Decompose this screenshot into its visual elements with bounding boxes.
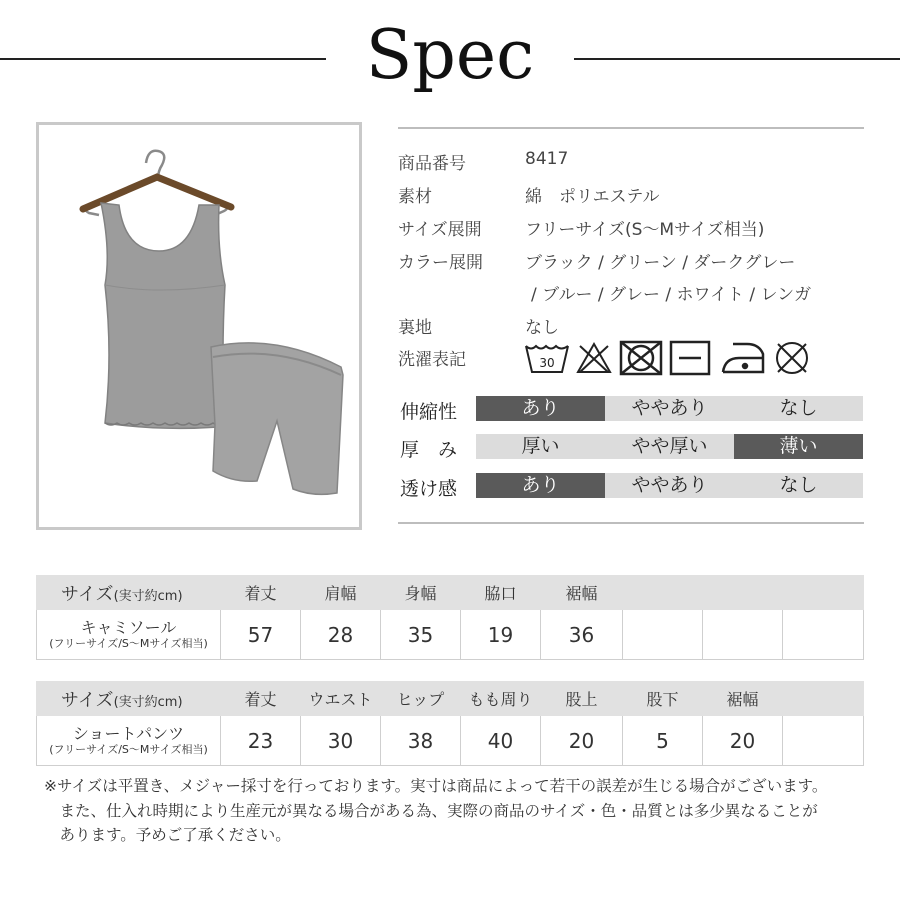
value-cell bbox=[783, 716, 864, 766]
col-shoulder: 肩幅 bbox=[301, 576, 381, 610]
size-header-cell: サイズ(実寸約cm) bbox=[37, 682, 221, 716]
rating-label-thickness: 厚 み bbox=[400, 439, 458, 461]
title-rule-left bbox=[0, 58, 326, 60]
size-note bbox=[44, 774, 874, 848]
col-rise: 股上 bbox=[541, 682, 623, 716]
wash-30-icon bbox=[526, 346, 568, 372]
row-subname: (フリーサイズ/S～Mサイズ相当) bbox=[49, 743, 208, 756]
no-dry-clean-icon bbox=[777, 343, 807, 373]
value-colors-cont: / ブルー / グレー / ホワイト / レンガ bbox=[531, 285, 812, 305]
note-line: ※サイズは平置き、メジャー採寸を行っております。実寸は商品によって若干の誤差が生じる場合がございます。 bbox=[44, 777, 828, 795]
size-table-shorts bbox=[36, 681, 864, 766]
rating-sheerness-opt-1: あり bbox=[476, 473, 605, 498]
col-inseam: 股下 bbox=[623, 682, 703, 716]
value-cell: 20 bbox=[703, 716, 783, 766]
svg-text:30: 30 bbox=[539, 356, 555, 370]
title-rule-right bbox=[574, 58, 900, 60]
col-body-width: 身幅 bbox=[381, 576, 461, 610]
rating-sheerness-opt-2: ややあり bbox=[631, 474, 708, 496]
value-cell: 23 bbox=[221, 716, 301, 766]
rating-thickness-opt-2: やや厚い bbox=[631, 435, 708, 457]
size-table-header bbox=[37, 576, 864, 610]
flat-dry-icon bbox=[671, 342, 709, 374]
value-material: 綿 ポリエステル bbox=[525, 187, 660, 207]
value-cell: 5 bbox=[623, 716, 703, 766]
value-cell: 36 bbox=[541, 610, 623, 660]
value-colors: ブラック / グリーン / ダークグレー bbox=[525, 253, 796, 273]
col-empty bbox=[783, 576, 864, 610]
rating-stretch-opt-1: あり bbox=[476, 396, 605, 421]
label-size-range: サイズ展開 bbox=[398, 220, 482, 240]
col-length: 着丈 bbox=[221, 576, 301, 610]
size-table-header bbox=[37, 682, 864, 716]
value-cell bbox=[703, 610, 783, 660]
row-name-cell bbox=[37, 610, 221, 660]
rating-sheerness-opt-3: なし bbox=[779, 474, 818, 496]
product-photo bbox=[36, 122, 362, 530]
row-subname: (フリーサイズ/S～Mサイズ相当) bbox=[49, 637, 208, 650]
value-lining: なし bbox=[525, 318, 559, 338]
label-care: 洗濯表記 bbox=[398, 350, 466, 370]
size-table-camisole bbox=[36, 575, 864, 660]
size-header-cell: サイズ(実寸約cm) bbox=[37, 576, 221, 610]
value-cell bbox=[783, 610, 864, 660]
value-cell: 28 bbox=[301, 610, 381, 660]
value-cell: 30 bbox=[301, 716, 381, 766]
row-name: キャミソール bbox=[80, 618, 177, 637]
value-cell: 20 bbox=[541, 716, 623, 766]
col-armhole: 脇口 bbox=[461, 576, 541, 610]
care-icons bbox=[524, 338, 814, 378]
note-line: また、仕入れ時期により生産元が異なる場合がある為、実際の商品のサイズ・色・品質とは多少異なることが bbox=[44, 801, 818, 820]
value-cell: 57 bbox=[221, 610, 301, 660]
camisole-set-illustration bbox=[39, 125, 359, 527]
info-top-rule bbox=[398, 127, 864, 129]
rating-stretch-opt-3: なし bbox=[779, 397, 818, 419]
no-tumble-dry-icon bbox=[621, 342, 661, 374]
value-cell bbox=[623, 610, 703, 660]
col-hem-width: 裾幅 bbox=[703, 682, 783, 716]
col-empty bbox=[703, 576, 783, 610]
note-line: あります。予めご了承ください。 bbox=[44, 826, 291, 844]
value-cell: 40 bbox=[461, 716, 541, 766]
page-title: Spec bbox=[365, 16, 535, 95]
iron-low-icon bbox=[723, 344, 763, 372]
table-row bbox=[37, 610, 864, 660]
value-cell: 19 bbox=[461, 610, 541, 660]
row-name-cell bbox=[37, 716, 221, 766]
label-material: 素材 bbox=[398, 187, 432, 207]
col-empty bbox=[783, 682, 864, 716]
col-length: 着丈 bbox=[221, 682, 301, 716]
label-colors: カラー展開 bbox=[398, 253, 483, 273]
rating-thickness-opt-1: 厚い bbox=[521, 435, 560, 457]
row-name: ショートパンツ bbox=[72, 724, 185, 743]
value-cell: 38 bbox=[381, 716, 461, 766]
value-size-range: フリーサイズ(S～Mサイズ相当) bbox=[525, 220, 765, 240]
rating-label-stretch: 伸縮性 bbox=[400, 401, 458, 423]
table-row bbox=[37, 716, 864, 766]
col-waist: ウエスト bbox=[301, 682, 381, 716]
rating-label-sheerness: 透け感 bbox=[400, 478, 458, 500]
value-product-number: 8417 bbox=[525, 149, 569, 169]
col-hip: ヒップ bbox=[381, 682, 461, 716]
col-hem-width: 裾幅 bbox=[541, 576, 623, 610]
rating-thickness-opt-3: 薄い bbox=[734, 434, 863, 459]
rating-stretch-opt-2: ややあり bbox=[631, 397, 708, 419]
col-thigh: もも周り bbox=[461, 682, 541, 716]
value-cell: 35 bbox=[381, 610, 461, 660]
label-lining: 裏地 bbox=[398, 318, 432, 338]
no-bleach-icon bbox=[578, 344, 610, 372]
info-bottom-rule bbox=[398, 522, 864, 524]
col-empty bbox=[623, 576, 703, 610]
label-product-number: 商品番号 bbox=[398, 154, 466, 174]
